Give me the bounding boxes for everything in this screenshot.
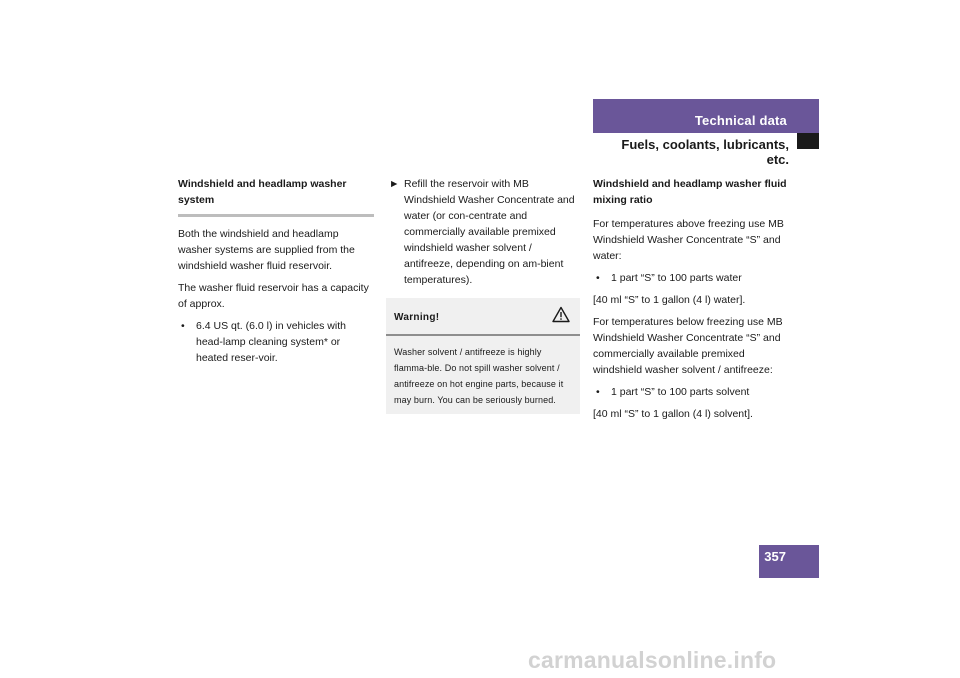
solvent-ratio-metric: [40 ml “S” to 1 gallon (4 l) solvent]. <box>593 408 753 420</box>
mixing-ratio-heading: Windshield and headlamp washer fluid mixing ratio <box>593 178 787 206</box>
subsection-title: Fuels, coolants, lubricants, etc. <box>621 137 789 167</box>
header-tab-marker <box>797 133 819 149</box>
capacity-bullet-text: 6.4 US qt. (6.0 l) in vehicles with head-lamp cleaning system* or heated reser-voir. <box>196 320 346 364</box>
page-number-box <box>759 545 819 578</box>
capacity-bullet <box>178 318 374 366</box>
page-number: 357 <box>764 549 786 564</box>
washer-system-heading: Windshield and headlamp washer system <box>178 178 347 206</box>
solvent-ratio-bullet <box>593 384 793 400</box>
above-freezing-text: For temperatures above freezing use MB Windshield Washer Concentrate “S” and water: <box>593 218 784 262</box>
warning-triangle-icon <box>552 306 570 328</box>
section-header <box>593 99 819 133</box>
watermark: carmanualsonline.info <box>528 647 777 673</box>
refill-instruction <box>386 176 580 288</box>
below-freezing-text: For temperatures below freezing use MB Windshield Washer Concentrate “S” and commercially available premixed windshield washer solvent / antifreeze: <box>593 316 783 376</box>
water-ratio-metric: [40 ml “S” to 1 gallon (4 l) water]. <box>593 294 746 306</box>
warning-text: Washer solvent / antifreeze is highly flamma-ble. Do not spill washer solvent / antifreeze on hot engine parts, because it may burn. You can be seriously burned. <box>394 347 564 405</box>
warning-title: Warning! <box>394 312 440 323</box>
column-washer-system <box>178 176 374 372</box>
water-ratio-text: 1 part “S” to 100 parts water <box>611 272 742 284</box>
column-mixing-ratio <box>593 176 793 428</box>
section-title: Technical data <box>694 113 787 128</box>
heading-rule <box>178 214 374 217</box>
washer-system-description: Both the windshield and headlamp washer systems are supplied from the windshield washer fluid reservoir. <box>178 228 355 272</box>
bullet-mark: • <box>181 320 185 332</box>
column-refill <box>386 176 580 414</box>
solvent-ratio-text: 1 part “S” to 100 parts solvent <box>611 386 750 398</box>
water-ratio-bullet <box>593 270 793 286</box>
warning-header <box>386 298 580 336</box>
warning-box <box>386 298 580 414</box>
instruction-arrow-icon: ► <box>389 178 400 190</box>
refill-instruction-text: Refill the reservoir with MB Windshield Washer Concentrate and water (or con-centrate and commercially available premixed windshield washer solvent / antifreeze, depending on am-bient temperatures). <box>404 178 575 286</box>
reservoir-capacity-text: The washer fluid reservoir has a capacity of approx. <box>178 282 369 310</box>
bullet-mark: • <box>596 386 600 398</box>
bullet-mark: • <box>596 272 600 284</box>
